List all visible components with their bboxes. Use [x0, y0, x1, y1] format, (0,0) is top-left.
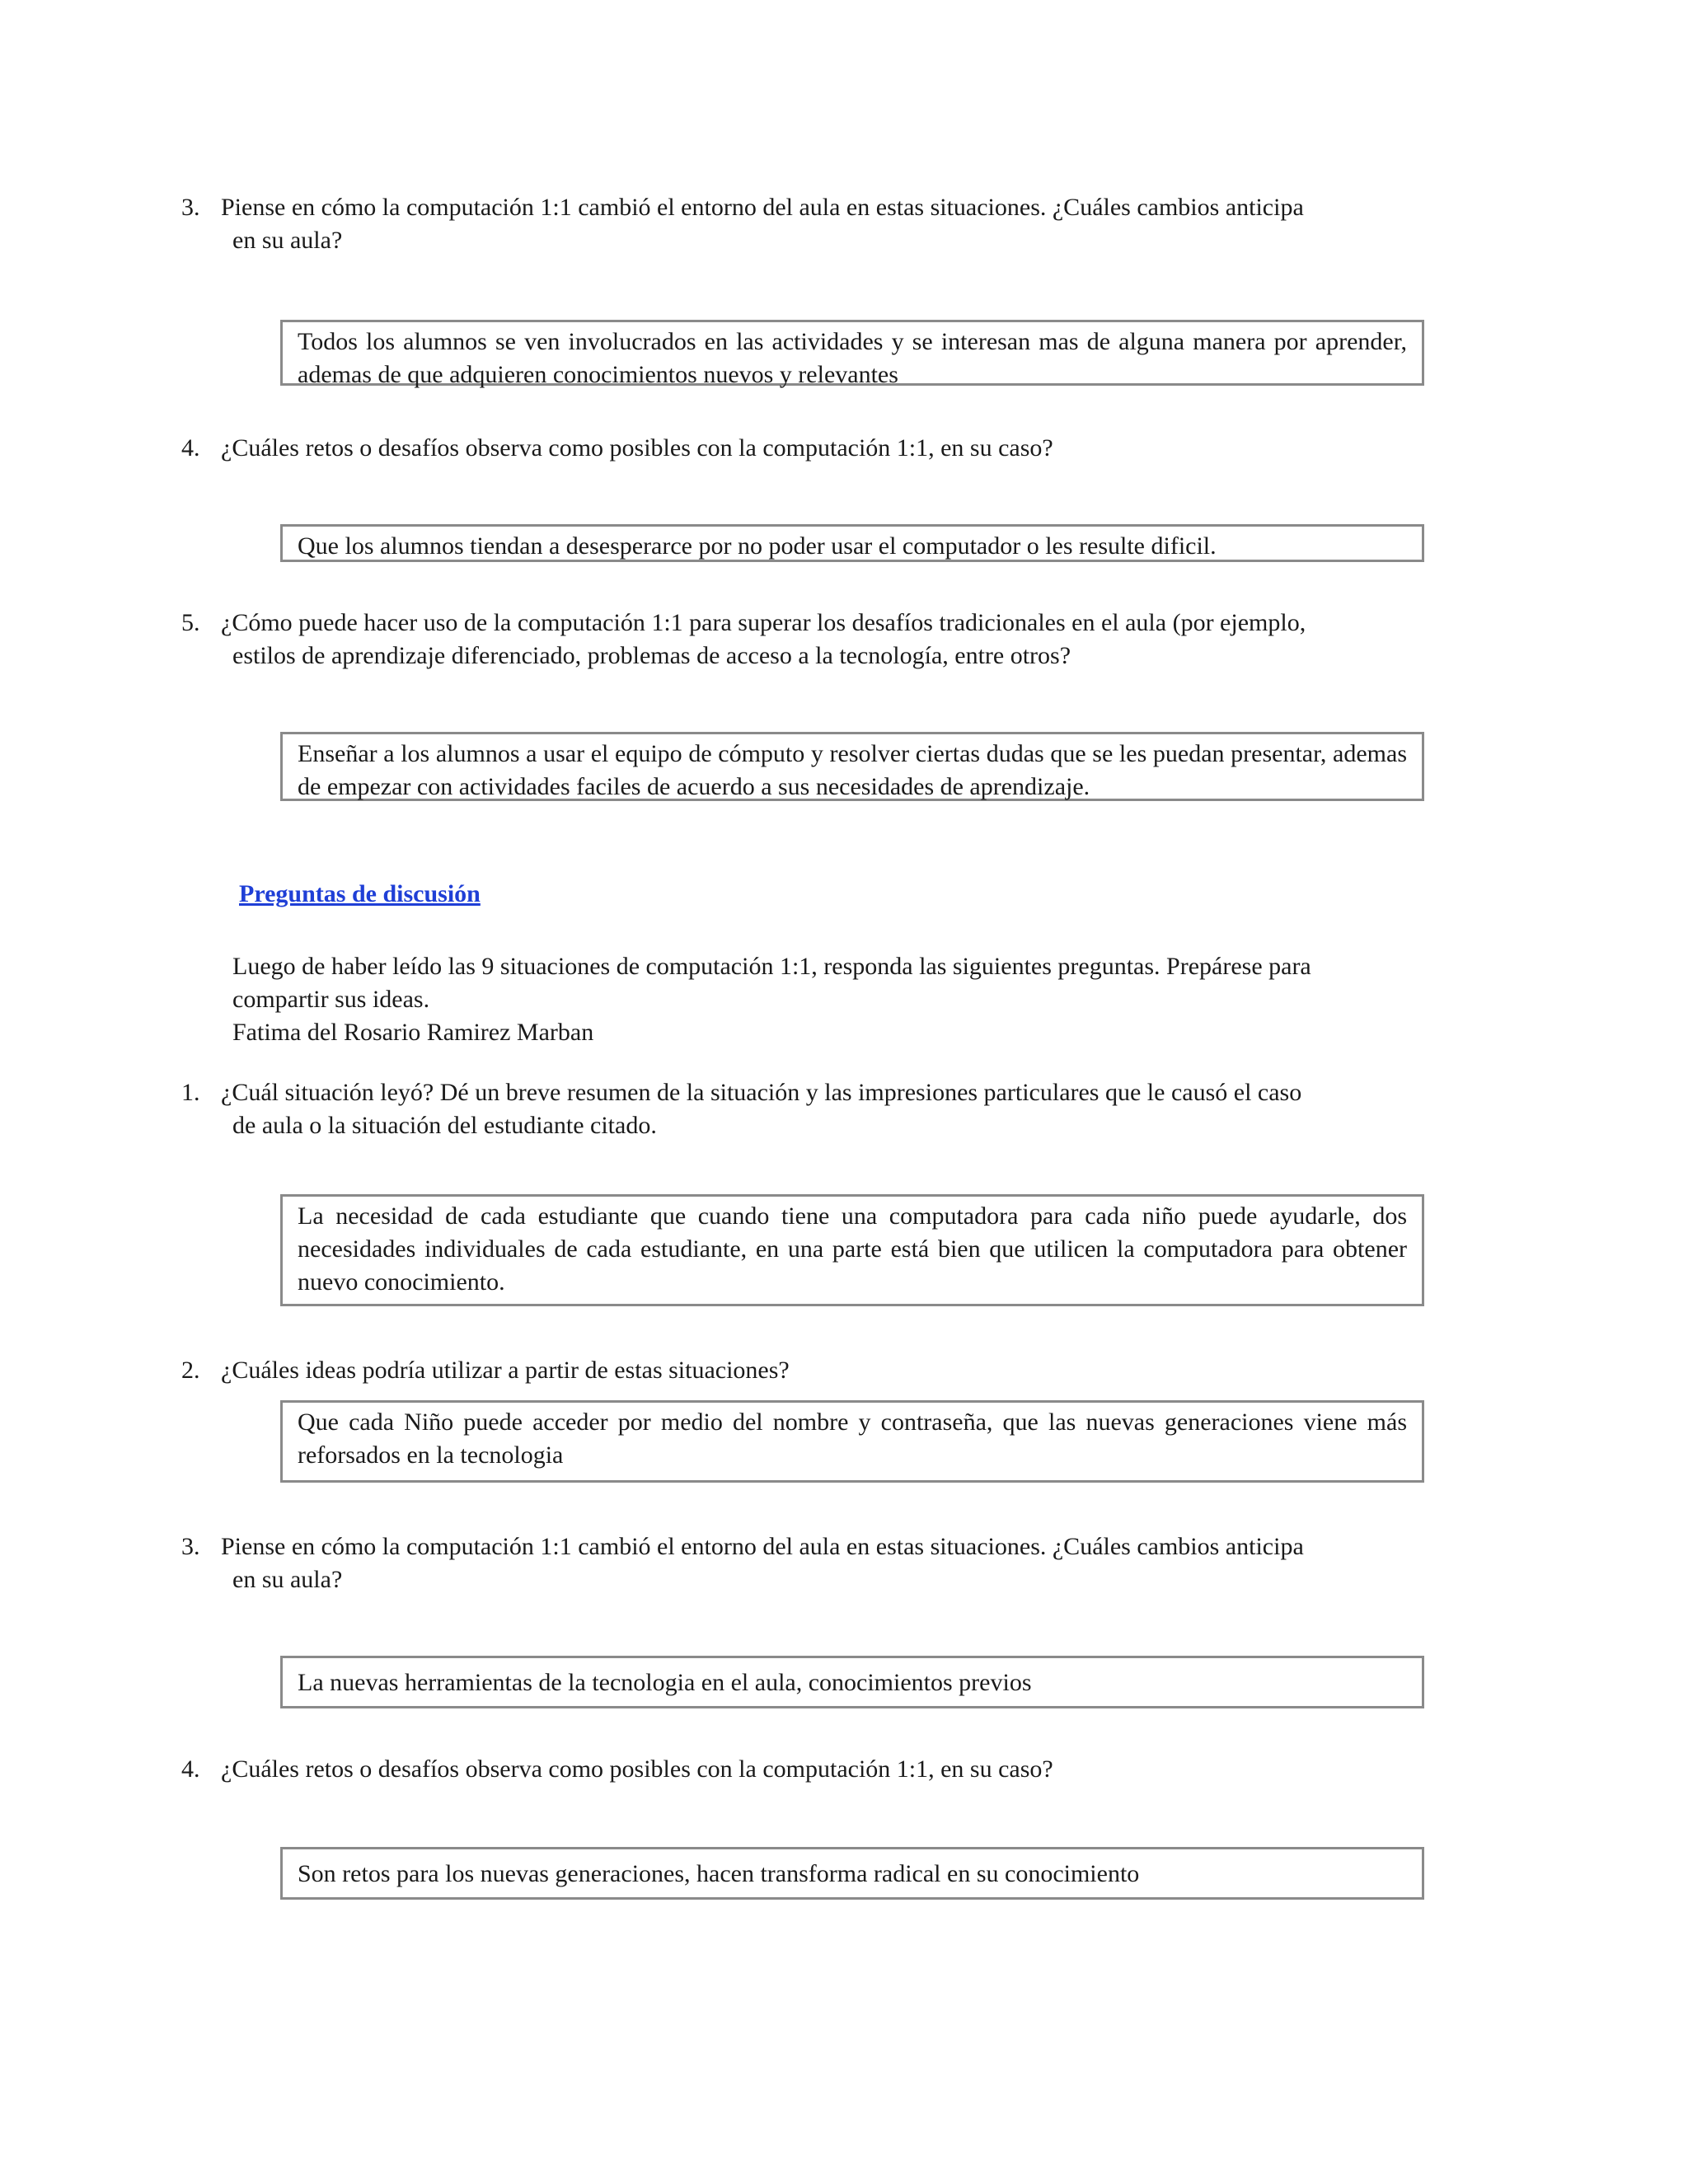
question-number: 5. — [181, 609, 200, 636]
question-number: 2. — [181, 1357, 200, 1384]
question-2 — [181, 1354, 1449, 1387]
question-4b — [181, 1753, 1449, 1786]
question-text-line: estilos de aprendizaje diferenciado, problemas de acceso a la tecnología, entre otros? — [232, 642, 1071, 669]
question-number: 1. — [181, 1079, 200, 1106]
intro-line: Luego de haber leído las 9 situaciones de computación 1:1, responda las siguientes preguntas. Prepárese para — [232, 953, 1311, 980]
answer-box[interactable]: Que los alumnos tiendan a desesperarce por no poder usar el computador o les resulte dificil. — [280, 524, 1424, 562]
answer-box[interactable]: La nuevas herramientas de la tecnologia en el aula, conocimientos previos — [280, 1656, 1424, 1708]
intro-line: compartir sus ideas. — [232, 986, 430, 1013]
question-4 — [181, 432, 1449, 465]
answer-box[interactable]: Son retos para los nuevas generaciones, hacen transforma radical en su conocimiento — [280, 1847, 1424, 1900]
question-number: 4. — [181, 434, 200, 462]
answer-box[interactable]: Todos los alumnos se ven involucrados en las actividades y se interesan mas de alguna manera por aprender, ademas de que adquieren conocimientos nuevos y relevantes — [280, 320, 1424, 386]
question-3 — [181, 191, 1449, 257]
question-number: 4. — [181, 1755, 200, 1783]
question-3b — [181, 1530, 1449, 1596]
answer-box[interactable]: La necesidad de cada estudiante que cuando tiene una computadora para cada niño puede ayudarle, dos necesidades individuales de cada estudiante, en una parte está bien que utilicen la computadora para obtener nuevo conocimiento. — [280, 1194, 1424, 1306]
question-text-line: de aula o la situación del estudiante citado. — [232, 1112, 657, 1139]
intro-paragraph — [232, 950, 1444, 1049]
question-5 — [181, 607, 1449, 673]
question-text: ¿Cuáles retos o desafíos observa como posibles con la computación 1:1, en su caso? — [221, 1755, 1053, 1783]
answer-box[interactable]: Enseñar a los alumnos a usar el equipo de cómputo y resolver ciertas dudas que se les puedan presentar, ademas de empezar con actividades faciles de acuerdo a sus necesidades de aprendizaje. — [280, 732, 1424, 801]
question-text-line: en su aula? — [232, 1566, 343, 1593]
question-1 — [181, 1076, 1449, 1142]
question-number: 3. — [181, 194, 200, 221]
question-text: ¿Cuáles retos o desafíos observa como posibles con la computación 1:1, en su caso? — [221, 434, 1053, 462]
question-text-line: Piense en cómo la computación 1:1 cambió el entorno del aula en estas situaciones. ¿Cuáles cambios anticipa — [221, 1533, 1304, 1560]
question-text — [221, 191, 1449, 257]
question-number: 3. — [181, 1533, 200, 1560]
question-text-line: ¿Cuál situación leyó? Dé un breve resumen de la situación y las impresiones particulares que le causó el caso — [221, 1079, 1302, 1106]
question-text-line: en su aula? — [232, 227, 343, 254]
author-name: Fatima del Rosario Ramirez Marban — [232, 1019, 594, 1046]
question-text: ¿Cuáles ideas podría utilizar a partir de estas situaciones? — [221, 1357, 790, 1384]
question-text — [221, 1530, 1449, 1596]
section-heading-link[interactable]: Preguntas de discusión — [239, 880, 481, 907]
question-text-line: Piense en cómo la computación 1:1 cambió el entorno del aula en estas situaciones. ¿Cuáles cambios anticipa — [221, 194, 1304, 221]
question-text — [221, 1076, 1449, 1142]
question-text — [221, 607, 1449, 673]
answer-box[interactable]: Que cada Niño puede acceder por medio del nombre y contraseña, que las nuevas generaciones viene más reforsados en la tecnologia — [280, 1400, 1424, 1483]
question-text-line: ¿Cómo puede hacer uso de la computación 1:1 para superar los desafíos tradicionales en el aula (por ejemplo, — [221, 609, 1306, 636]
